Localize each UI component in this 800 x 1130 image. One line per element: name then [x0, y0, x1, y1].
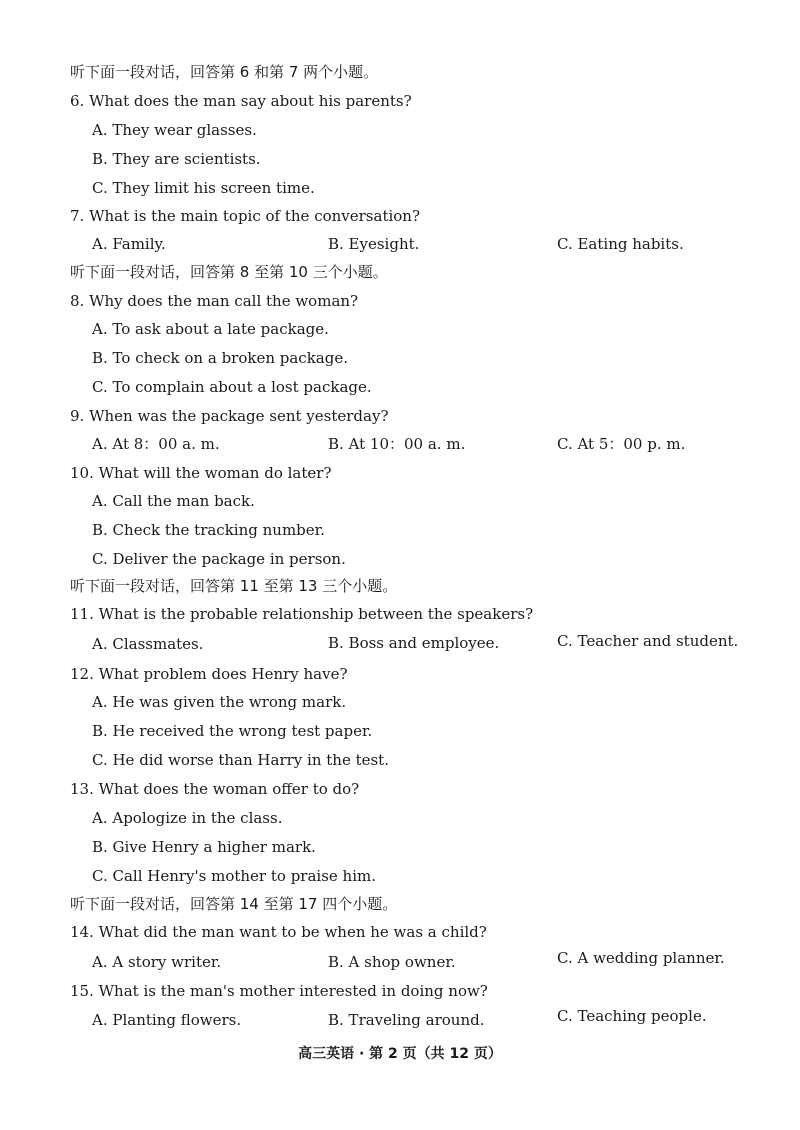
question-15-option-a: A. Planting flowers. [92, 1011, 242, 1029]
question-10-option-c: C. Deliver the package in person. [92, 550, 346, 568]
question-14-option-c: C. A wedding planner. [557, 949, 725, 967]
question-9-option-c: C. At 5：00 p. m. [557, 435, 686, 453]
question-12-option-a: A. He was given the wrong mark. [92, 693, 347, 711]
question-7-option-b: B. Eyesight. [328, 235, 420, 253]
question-6-option-b: B. They are scientists. [92, 150, 261, 168]
question-6-stem: 6. What does the man say about his parents? [70, 92, 412, 110]
question-11-option-c: C. Teacher and student. [557, 632, 739, 650]
question-10-option-a: A. Call the man back. [92, 492, 255, 510]
section-heading: 听下面一段对话，回答第 8 至第 10 三个小题。 [70, 263, 388, 281]
question-12-stem: 12. What problem does Henry have? [70, 665, 348, 683]
question-8-option-a: A. To ask about a late package. [92, 320, 329, 338]
question-11-option-a: A. Classmates. [92, 635, 204, 653]
question-6-option-a: A. They wear glasses. [92, 121, 257, 139]
question-11-stem: 11. What is the probable relationship between the speakers? [70, 605, 534, 623]
question-9-stem: 9. When was the package sent yesterday? [70, 407, 389, 425]
section-heading: 听下面一段对话，回答第 14 至第 17 四个小题。 [70, 895, 398, 913]
question-12-option-c: C. He did worse than Harry in the test. [92, 751, 389, 769]
question-15-option-c: C. Teaching people. [557, 1007, 707, 1025]
section-heading: 听下面一段对话，回答第 11 至第 13 三个小题。 [70, 577, 398, 595]
question-14-option-b: B. A shop owner. [328, 953, 456, 971]
question-13-option-b: B. Give Henry a higher mark. [92, 838, 316, 856]
question-15-option-b: B. Traveling around. [328, 1011, 485, 1029]
question-12-option-b: B. He received the wrong test paper. [92, 722, 373, 740]
question-9-option-a: A. At 8：00 a. m. [92, 435, 220, 453]
question-7-option-c: C. Eating habits. [557, 235, 684, 253]
question-7-option-a: A. Family. [92, 235, 166, 253]
section-heading: 听下面一段对话，回答第 6 和第 7 两个小题。 [70, 63, 379, 81]
question-14-stem: 14. What did the man want to be when he was a child? [70, 923, 487, 941]
question-8-option-c: C. To complain about a lost package. [92, 378, 372, 396]
question-13-option-a: A. Apologize in the class. [92, 809, 283, 827]
question-8-option-b: B. To check on a broken package. [92, 349, 348, 367]
question-10-stem: 10. What will the woman do later? [70, 464, 332, 482]
question-8-stem: 8. Why does the man call the woman? [70, 292, 359, 310]
page-footer: 高三英语 · 第 2 页（共 12 页） [298, 1046, 502, 1062]
question-11-option-b: B. Boss and employee. [328, 634, 500, 652]
question-13-stem: 13. What does the woman offer to do? [70, 780, 360, 798]
question-14-option-a: A. A story writer. [92, 953, 222, 971]
question-6-option-c: C. They limit his screen time. [92, 179, 315, 197]
question-7-stem: 7. What is the main topic of the conversation? [70, 207, 421, 225]
question-13-option-c: C. Call Henry's mother to praise him. [92, 867, 377, 885]
question-15-stem: 15. What is the man's mother interested in doing now? [70, 982, 488, 1000]
question-10-option-b: B. Check the tracking number. [92, 521, 325, 539]
question-9-option-b: B. At 10：00 a. m. [328, 435, 466, 453]
